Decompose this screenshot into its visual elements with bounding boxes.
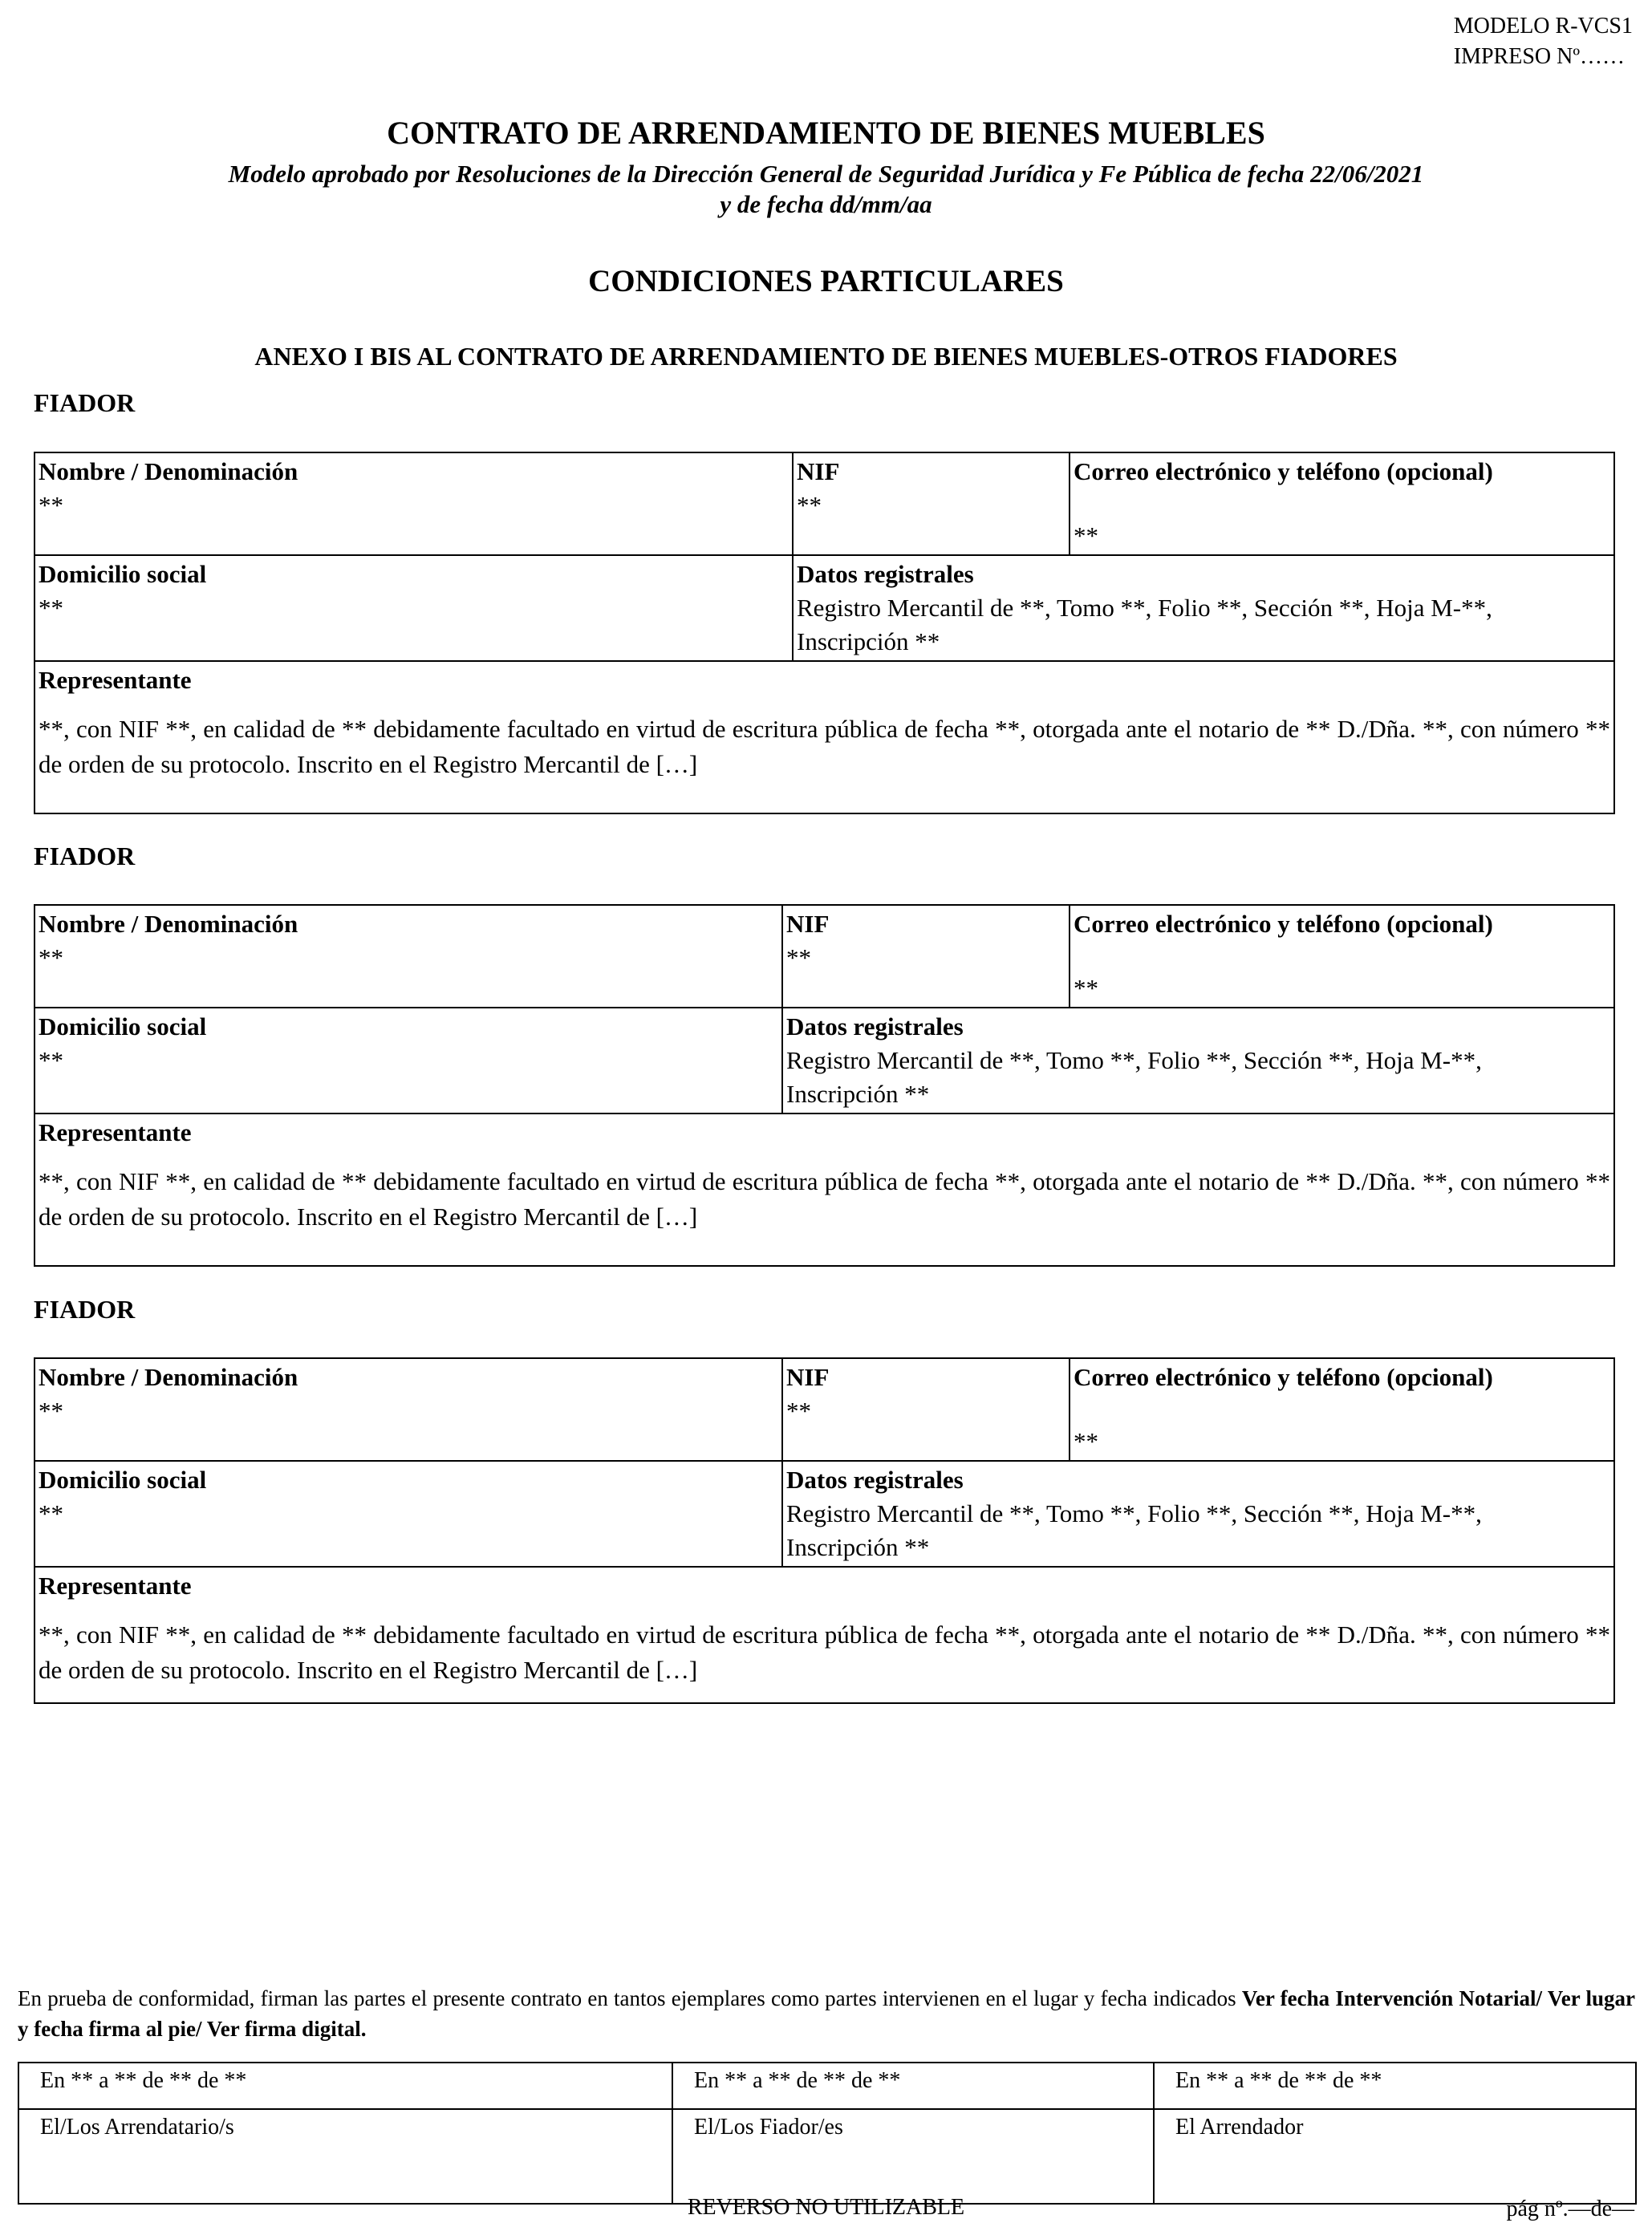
subtitle-line-1: Modelo aprobado por Resoluciones de la Dirección General de Seguridad Jurídica y Fe Pública de fecha 22/06/2021 — [228, 160, 1424, 188]
nif-label: NIF — [797, 457, 840, 485]
fiador-heading-3: FIADOR — [34, 1295, 136, 1324]
nif-value: ** — [786, 943, 811, 972]
signature-role-arrendador: El Arrendador — [1154, 2109, 1636, 2204]
domicilio-value: ** — [39, 594, 63, 622]
closing-statement — [18, 1983, 1635, 2044]
model-code: MODELO R-VCS1 — [1453, 14, 1633, 39]
domicilio-cell — [35, 1008, 782, 1114]
domicilio-value: ** — [39, 1499, 63, 1527]
nombre-label: Nombre / Denominación — [39, 1363, 298, 1391]
correo-cell — [1070, 905, 1614, 1008]
document-title: CONTRATO DE ARRENDAMIENTO DE BIENES MUEBLES — [387, 115, 1265, 151]
domicilio-cell — [35, 555, 793, 661]
reverse-not-usable-note: REVERSO NO UTILIZABLE — [687, 2195, 965, 2220]
nif-cell — [782, 905, 1070, 1008]
signature-place-date: En ** a ** de ** de ** — [1154, 2063, 1636, 2109]
registrales-value: Registro Mercantil de **, Tomo **, Folio **, Sección **, Hoja M-**, Inscripción ** — [786, 1046, 1482, 1108]
signature-role-fiador: El/Los Fiador/es — [672, 2109, 1154, 2204]
fiador-table-2 — [34, 904, 1615, 1267]
signature-role-arrendatario: El/Los Arrendatario/s — [18, 2109, 672, 2204]
domicilio-label: Domicilio social — [39, 560, 207, 588]
signature-table — [18, 2062, 1637, 2205]
nombre-cell — [35, 452, 793, 555]
impreso-number: IMPRESO Nº…… — [1453, 44, 1626, 69]
domicilio-value: ** — [39, 1046, 63, 1074]
signature-place-date: En ** a ** de ** de ** — [672, 2063, 1154, 2109]
domicilio-cell — [35, 1461, 782, 1567]
correo-value: ** — [1074, 974, 1098, 1002]
nombre-label: Nombre / Denominación — [39, 457, 298, 485]
nombre-cell — [35, 1358, 782, 1461]
page-number: pág nº.—de— — [1506, 2197, 1634, 2221]
nif-label: NIF — [786, 910, 830, 938]
correo-label: Correo electrónico y teléfono (opcional) — [1074, 457, 1493, 485]
nombre-value: ** — [39, 1397, 63, 1425]
representante-label: Representante — [39, 1572, 192, 1600]
subtitle-line-2: y de fecha dd/mm/aa — [720, 190, 932, 218]
annex-title: ANEXO I BIS AL CONTRATO DE ARRENDAMIENTO DE BIENES MUEBLES-OTROS FIADORES — [254, 342, 1398, 371]
closing-bold-text: Ver fecha Intervención Notarial/ Ver lugar y fecha firma al pie/ Ver firma digital. — [18, 1986, 1636, 2041]
document-subtitle — [0, 159, 1652, 220]
signature-place-date: En ** a ** de ** de ** — [18, 2063, 672, 2109]
registrales-value: Registro Mercantil de **, Tomo **, Folio **, Sección **, Hoja M-**, Inscripción ** — [786, 1499, 1482, 1561]
model-reference — [1454, 11, 1633, 72]
registrales-label: Datos registrales — [786, 1012, 964, 1040]
fiador-table-3 — [34, 1357, 1615, 1704]
representante-label: Representante — [39, 666, 192, 694]
correo-label: Correo electrónico y teléfono (opcional) — [1074, 910, 1493, 938]
registrales-cell — [793, 555, 1614, 661]
closing-text: En prueba de conformidad, firman las partes el presente contrato en tantos ejemplares como partes intervienen en el lugar y fecha indicados — [18, 1986, 1236, 2010]
representante-cell — [35, 1567, 1614, 1703]
representante-value: **, con NIF **, en calidad de ** debidamente facultado en virtud de escritura pública de fecha **, otorgada ante el notario de ** D./Dña. **, con número ** de orden de su protocolo. Inscrito en el Registro Mercantil de […] — [39, 1167, 1610, 1231]
representante-cell — [35, 1114, 1614, 1266]
domicilio-label: Domicilio social — [39, 1466, 207, 1494]
nif-value: ** — [797, 491, 822, 519]
registrales-value: Registro Mercantil de **, Tomo **, Folio **, Sección **, Hoja M-**, Inscripción ** — [797, 594, 1492, 655]
nif-label: NIF — [786, 1363, 830, 1391]
fiador-table-1 — [34, 452, 1615, 814]
correo-cell — [1070, 1358, 1614, 1461]
representante-cell — [35, 661, 1614, 813]
nombre-value: ** — [39, 943, 63, 972]
domicilio-label: Domicilio social — [39, 1012, 207, 1040]
fiador-heading-1: FIADOR — [34, 388, 136, 417]
correo-value: ** — [1074, 521, 1098, 550]
nombre-cell — [35, 905, 782, 1008]
registrales-label: Datos registrales — [797, 560, 974, 588]
fiador-heading-2: FIADOR — [34, 842, 136, 870]
nombre-label: Nombre / Denominación — [39, 910, 298, 938]
registrales-cell — [782, 1461, 1614, 1567]
nif-value: ** — [786, 1397, 811, 1425]
representante-value: **, con NIF **, en calidad de ** debidamente facultado en virtud de escritura pública de fecha **, otorgada ante el notario de ** D./Dña. **, con número ** de orden de su protocolo. Inscrito en el Registro Mercantil de […] — [39, 715, 1610, 778]
correo-value: ** — [1074, 1427, 1098, 1455]
representante-label: Representante — [39, 1118, 192, 1146]
registrales-cell — [782, 1008, 1614, 1114]
correo-label: Correo electrónico y teléfono (opcional) — [1074, 1363, 1493, 1391]
nif-cell — [793, 452, 1070, 555]
nombre-value: ** — [39, 491, 63, 519]
section-title: CONDICIONES PARTICULARES — [588, 264, 1064, 298]
representante-value: **, con NIF **, en calidad de ** debidamente facultado en virtud de escritura pública de fecha **, otorgada ante el notario de ** D./Dña. **, con número ** de orden de su protocolo. Inscrito en el Registro Mercantil de […] — [39, 1621, 1610, 1684]
nif-cell — [782, 1358, 1070, 1461]
registrales-label: Datos registrales — [786, 1466, 964, 1494]
correo-cell — [1070, 452, 1614, 555]
